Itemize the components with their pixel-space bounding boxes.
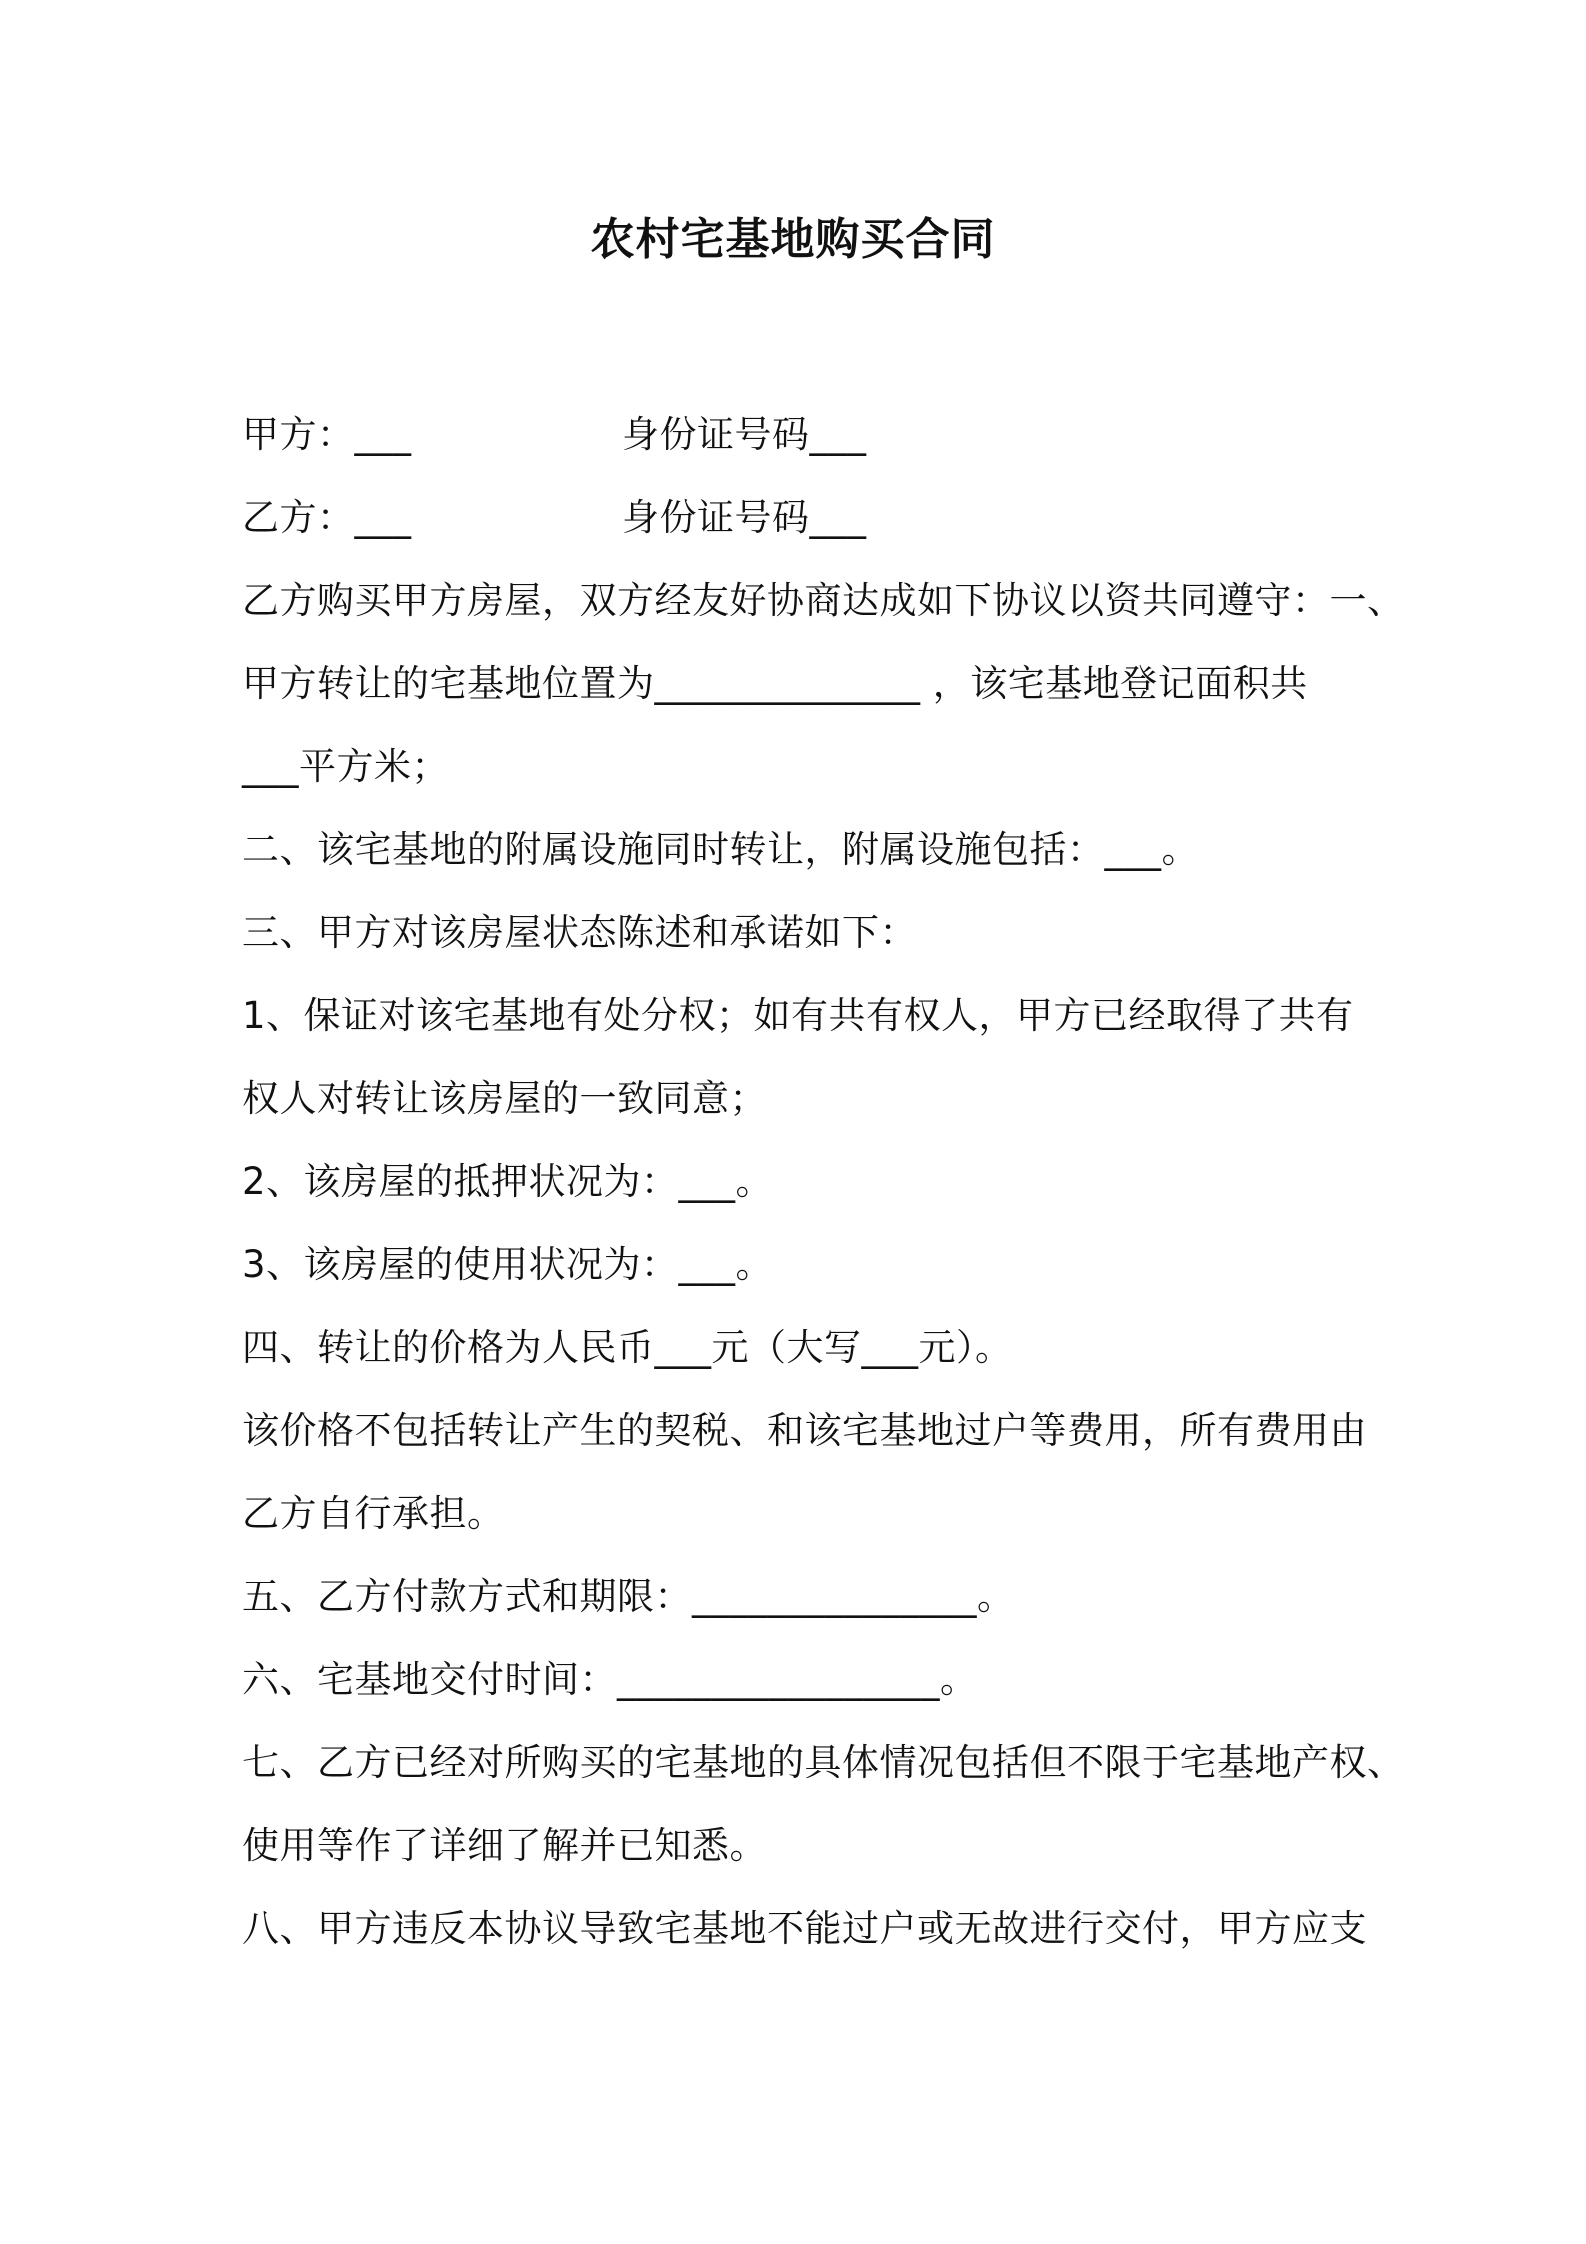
body-line: ___平方米；: [242, 745, 449, 788]
body-line: 1、保证对该宅基地有处分权；如有共有权人，甲方已经取得了共有: [242, 994, 1354, 1037]
party-b-id: 身份证号码___: [622, 496, 867, 539]
body-line: 权人对转让该房屋的一致同意；: [242, 1077, 767, 1120]
party-a-id: 身份证号码___: [622, 413, 867, 456]
body-line: 八、甲方违反本协议导致宅基地不能过户或无故进行交付，甲方应支: [242, 1907, 1367, 1950]
body-line: 乙方自行承担。: [242, 1492, 505, 1535]
body-line: 该价格不包括转让产生的契税、和该宅基地过户等费用，所有费用由: [242, 1409, 1367, 1452]
document-title: 农村宅基地购买合同: [590, 214, 996, 265]
party-b-label: 乙方：___: [242, 496, 412, 539]
body-line: 2、该房屋的抵押状况为：___。: [242, 1160, 774, 1203]
body-line: 七、乙方已经对所购买的宅基地的具体情况包括但不限于宅基地产权、: [242, 1741, 1405, 1784]
body-line: 五、乙方付款方式和期限：_______________。: [242, 1575, 1015, 1618]
party-a-label: 甲方：___: [242, 413, 412, 456]
body-line: 甲方转让的宅基地位置为______________ ，该宅基地登记面积共: [242, 662, 1308, 705]
body-line: 六、宅基地交付时间：_________________。: [242, 1658, 978, 1701]
body-line: 乙方购买甲方房屋，双方经友好协商达成如下协议以资共同遵守：一、: [242, 579, 1405, 622]
body-line: 3、该房屋的使用状况为：___。: [242, 1243, 774, 1286]
body-line: 使用等作了详细了解并已知悉。: [242, 1824, 767, 1867]
body-line: 四、转让的价格为人民币___元（大写___元）。: [242, 1326, 1013, 1369]
body-line: 二、该宅基地的附属设施同时转让，附属设施包括：___。: [242, 828, 1199, 871]
body-line: 三、甲方对该房屋状态陈述和承诺如下：: [242, 911, 917, 954]
